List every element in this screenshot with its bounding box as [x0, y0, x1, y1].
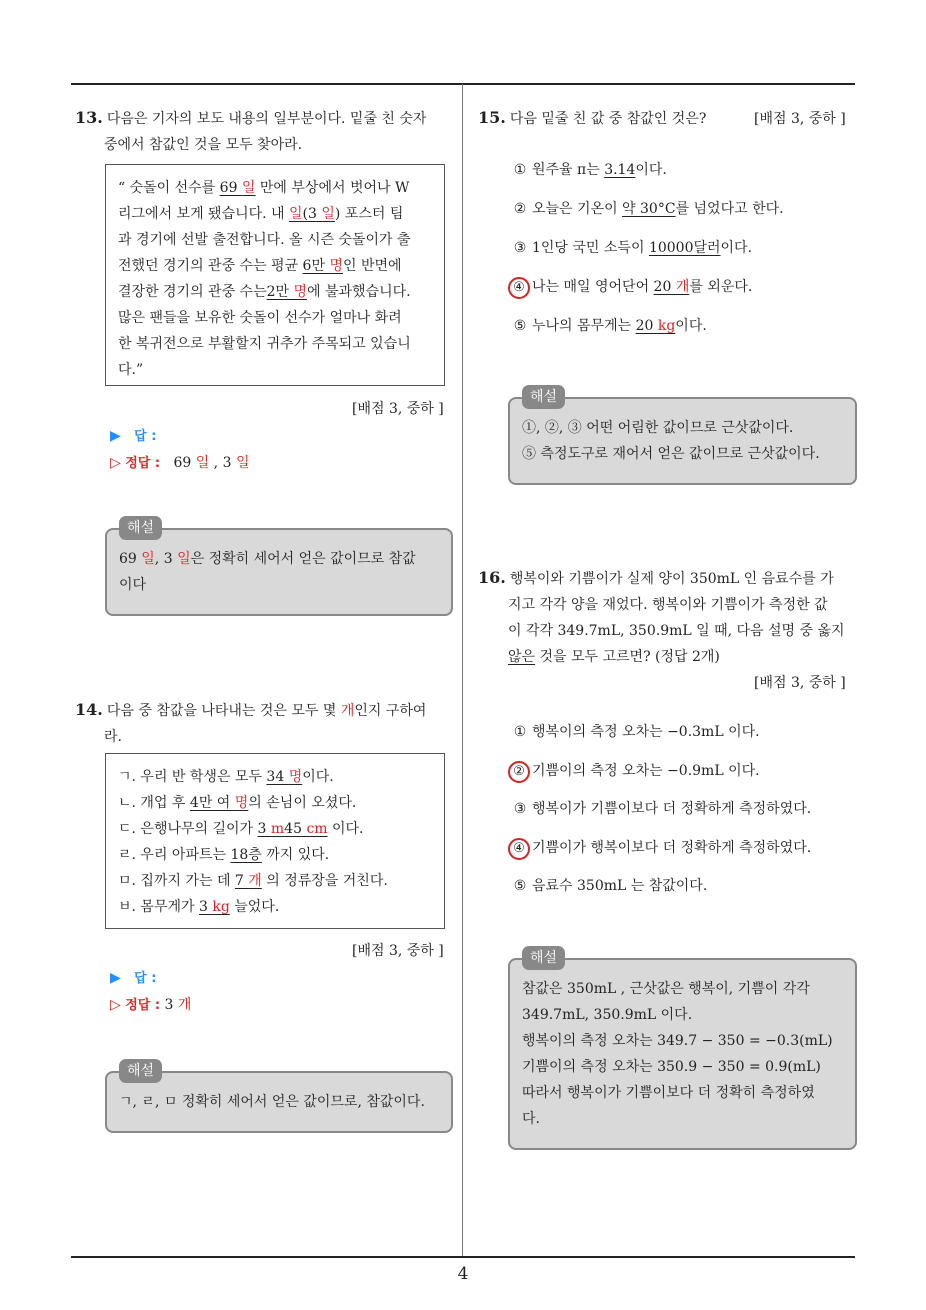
q15-text: 다음 밑줄 친 값 중 참값인 것은? [509, 111, 707, 127]
q15-number: 15. [478, 108, 506, 127]
q15-expl-line: ⑤ 측정도구로 재어서 얻은 값이므로 근삿값이다. [522, 446, 820, 462]
q13-article-line [118, 253, 432, 279]
q13-article-text: 과 경기에 선발 출전합니다. 올 시즌 숫돌이가 출 [118, 232, 411, 248]
q14-item-text: 이다. [302, 769, 334, 785]
page-number: 4 [457, 1264, 469, 1284]
q14-answer-label: 답 : [134, 971, 157, 986]
q14-text-line2: 라. [104, 729, 122, 745]
choice-number: ② [513, 201, 527, 217]
q13-article-line [118, 305, 432, 331]
q14-text-part: 다음 중 참값을 나타내는 것은 모두 몇 [106, 703, 341, 719]
q13-expl-part: 은 정확히 세어서 얻은 값이므로 참값 [190, 551, 416, 567]
q16-expl-line: 행복이의 측정 오차는 349.7 − 350 = −0.3(mL) [522, 1033, 833, 1049]
q14-question [75, 697, 460, 750]
top-rule [71, 83, 855, 85]
q15-explanation [508, 389, 857, 485]
q16-text-line: 지고 각각 양을 재었다. 행복이와 기쁨이가 측정한 값 [508, 597, 828, 613]
q13-article-text: “ 숫돌이 선수를 [118, 180, 220, 196]
q14-item-text: 의 정류장을 거친다. [261, 873, 388, 889]
q16-expl-line: 참값은 350mL , 근삿값은 행복이, 기쁨이 각각 [522, 981, 810, 997]
q15-text: 이다. [720, 240, 753, 256]
q14-number: 14. [75, 700, 103, 719]
q15-text: 이다. [635, 162, 667, 178]
q13-article-line [118, 175, 432, 201]
choice-number: ③ [513, 801, 527, 817]
q15-underlined-value: 10000달러 [648, 240, 721, 256]
q16-expl-line: 기쁨이의 측정 오차는 350.9 − 350 = 0.9(mL) [522, 1059, 821, 1075]
q13-article-text: 만에 부상에서 벗어나 W [255, 180, 410, 196]
q14-item-underlined-value: 4만 여 명 [189, 795, 249, 811]
q15-option[interactable] [512, 315, 707, 337]
q16-score: [배점 3, 중하 ] [754, 675, 846, 691]
q15-text: 를 외운다. [689, 279, 753, 295]
q15-expl-tag: 해설 [522, 385, 565, 409]
q16-expl-tag: 해설 [522, 946, 565, 970]
q15-option[interactable] [508, 276, 752, 299]
q14-item-line [118, 816, 432, 842]
q16-option-text: 행복이가 기쁨이보다 더 정확하게 측정하였다. [532, 801, 812, 817]
q14-item-text: ㅂ. 몸무게가 [118, 899, 199, 915]
q14-correct-label: 정답 : [125, 998, 161, 1013]
q16-option[interactable] [508, 760, 760, 783]
q14-item-underlined-value: 45 cm [284, 821, 328, 837]
q13-expl-line2: 이다 [119, 577, 147, 593]
q13-article-line [118, 357, 432, 383]
selected-choice-circle-icon: ④ [508, 838, 530, 860]
q15-option[interactable] [512, 198, 784, 220]
selected-choice-circle-icon: ② [508, 761, 530, 783]
q13-correct-part: 일 [195, 455, 210, 471]
q14-item-line [118, 894, 432, 920]
q15-underlined-value: 20 개 [653, 279, 690, 295]
q13-answer [110, 425, 156, 448]
q15-text: 를 넘었다고 한다. [675, 201, 784, 217]
q16-expl-line: 다. [522, 1111, 540, 1127]
q13-article-text: ) 포스터 팀 [334, 206, 404, 222]
q14-item-underlined-value: 3 m [257, 821, 285, 837]
q13-correct-part: 69 [173, 455, 196, 471]
q13-article-underlined-value: 2만 명 [266, 284, 308, 300]
q14-items-box [105, 753, 445, 929]
q13-article-text: 인 반면에 [342, 258, 402, 274]
q14-correct-answer [110, 994, 191, 1017]
q13-correct-part: , 3 [209, 455, 236, 471]
bottom-rule [71, 1256, 855, 1258]
q13-article-underlined-value: 일 [289, 206, 303, 222]
q14-correct-unit: 개 [177, 997, 192, 1013]
q14-answer [110, 967, 156, 990]
q13-score: [배점 3, 중하 ] [352, 401, 444, 417]
q16-text-line: 행복이와 기쁨이가 실제 양이 350mL 인 음료수를 가 [509, 571, 834, 587]
q16-expl-line: 따라서 행복이가 기쁨이보다 더 정확히 측정하였 [522, 1085, 815, 1101]
choice-number: ③ [513, 240, 527, 256]
q13-article-box [105, 164, 445, 386]
q14-item-text: 까지 있다. [261, 847, 330, 863]
q15-text: 나는 매일 영어단어 [532, 279, 654, 295]
q16-text-line: 이 각각 349.7mL, 350.9mL 일 때, 다음 설명 중 옳지 [508, 623, 845, 639]
q15-text: 원주율 π는 [532, 162, 605, 178]
q16-option[interactable] [508, 837, 811, 860]
q13-article-underlined-value: (3 일 [302, 206, 335, 222]
q16-explanation [508, 950, 857, 1150]
q13-number: 13. [75, 108, 103, 127]
q13-article-line [118, 331, 432, 357]
column-divider [462, 84, 463, 1256]
q13-expl-part: 69 [119, 551, 142, 567]
q13-correct-part: 일 [235, 455, 250, 471]
q14-item-underlined-value: 7 개 [234, 873, 262, 889]
q15-text: 오늘은 기온이 [532, 201, 623, 217]
q15-text: 1인당 국민 소득이 [532, 240, 649, 256]
q13-correct-answer [110, 452, 249, 475]
q15-option[interactable] [512, 159, 667, 181]
q16-option-text: 행복이의 측정 오차는 −0.3mL 이다. [532, 724, 760, 740]
q14-item-line [118, 790, 432, 816]
q16-expl-line: 349.7mL, 350.9mL 이다. [522, 1007, 693, 1023]
q16-number: 16. [478, 568, 506, 587]
q13-expl-part: 일 [177, 551, 191, 567]
q13-article-underlined-value: 6만 명 [302, 258, 343, 274]
q14-explanation [105, 1063, 453, 1133]
q13-explanation [105, 520, 453, 616]
q14-item-underlined-value: 3 kg [198, 899, 230, 915]
q14-correct-value: 3 [164, 997, 178, 1013]
q16-option-text: 기쁨이의 측정 오차는 −0.9mL 이다. [532, 762, 760, 779]
q15-underlined-value: 20 kg [635, 318, 676, 334]
q13-text-line1: 다음은 기자의 보도 내용의 일부분이다. 밑줄 친 숫자 [106, 111, 427, 127]
choice-number: ⑤ [513, 878, 527, 894]
q14-item-underlined-value: 18층 [230, 847, 262, 863]
q13-article-line [118, 279, 432, 305]
q14-item-text: ㄴ. 개업 후 [118, 795, 190, 811]
answer-arrow-icon: ▶ [110, 970, 121, 986]
q14-score: [배점 3, 중하 ] [352, 943, 444, 959]
q13-text-line2: 중에서 참값인 것을 모두 찾아라. [104, 137, 303, 153]
q15-option[interactable] [512, 237, 752, 259]
q14-item-text: ㄹ. 우리 아파트는 [118, 847, 231, 863]
q13-article-text: 한 복귀전으로 부활할지 귀추가 주목되고 있습니 [118, 336, 411, 352]
q13-article-text: 에 불과했습니다. [307, 284, 411, 300]
q16-option-text: 음료수 350mL 는 참값이다. [532, 878, 708, 894]
q13-article-text: 결장한 경기의 관중 수는 [118, 284, 267, 300]
q14-item-line [118, 764, 432, 790]
correct-arrow-icon: ▷ [110, 455, 121, 471]
q13-article-text: 리그에서 보게 됐습니다. 내 [118, 206, 290, 222]
q15-underlined-value: 약 30°C [622, 201, 676, 217]
q15-score: [배점 3, 중하 ] [754, 111, 846, 127]
q16-option[interactable] [512, 721, 760, 743]
q16-text-line4: 것을 모두 고르면? (정답 2개) [535, 649, 720, 665]
answer-arrow-icon: ▶ [110, 428, 121, 444]
q15-text: 누나의 몸무게는 [532, 318, 636, 334]
q14-item-text: 의 손님이 오셨다. [248, 795, 357, 811]
q14-item-line [118, 868, 432, 894]
q13-article-line [118, 227, 432, 253]
q14-item-text: ㅁ. 집까지 가는 데 [118, 873, 235, 889]
q16-option[interactable] [512, 875, 707, 897]
selected-choice-circle-icon: ④ [508, 277, 530, 299]
q13-article-underlined-value: 69 일 [219, 180, 256, 196]
choice-number: ⑤ [513, 318, 527, 334]
q16-question [478, 565, 863, 670]
q14-item-text: 이다. [327, 821, 364, 837]
q13-expl-tag: 해설 [119, 516, 162, 540]
choice-number: ① [513, 724, 527, 740]
correct-arrow-icon: ▷ [110, 997, 121, 1013]
choice-number: ① [513, 162, 527, 178]
q13-expl-part: 일 [141, 551, 155, 567]
q14-text-part: 인지 구하여 [354, 703, 427, 719]
q13-article-text: 많은 팬들을 보유한 숫돌이 선수가 얼마나 화려 [118, 310, 402, 326]
q14-item-text: ㄷ. 은행나무의 길이가 [118, 821, 258, 837]
q13-article-line [118, 201, 432, 227]
q15-expl-line: ①, ②, ③ 어떤 어림한 값이므로 근삿값이다. [522, 420, 794, 436]
q16-text-underlined: 않은 [508, 649, 536, 665]
q14-item-line [118, 842, 432, 868]
q14-text-part: 개 [340, 703, 355, 719]
q16-option-text: 기쁨이가 행복이보다 더 정확하게 측정하였다. [532, 839, 812, 856]
q14-expl-tag: 해설 [119, 1059, 162, 1083]
q13-answer-label: 답 : [134, 429, 157, 444]
q13-article-text: 전했던 경기의 관중 수는 평균 [118, 258, 303, 274]
q14-expl-text: ㄱ, ㄹ, ㅁ 정확히 세어서 얻은 값이므로, 참값이다. [119, 1094, 425, 1110]
q14-item-text: ㄱ. 우리 반 학생은 모두 [118, 769, 267, 785]
q15-text: 이다. [675, 318, 707, 334]
q13-question [75, 105, 460, 158]
q16-option[interactable] [512, 798, 811, 820]
q14-item-underlined-value: 34 명 [266, 769, 303, 785]
q14-item-text: 늘었다. [229, 899, 280, 915]
q13-expl-part: , 3 [154, 551, 178, 567]
q13-article-text: 다.” [118, 362, 144, 378]
q13-correct-label: 정답 : [125, 456, 161, 471]
q15-underlined-value: 3.14 [604, 162, 636, 178]
